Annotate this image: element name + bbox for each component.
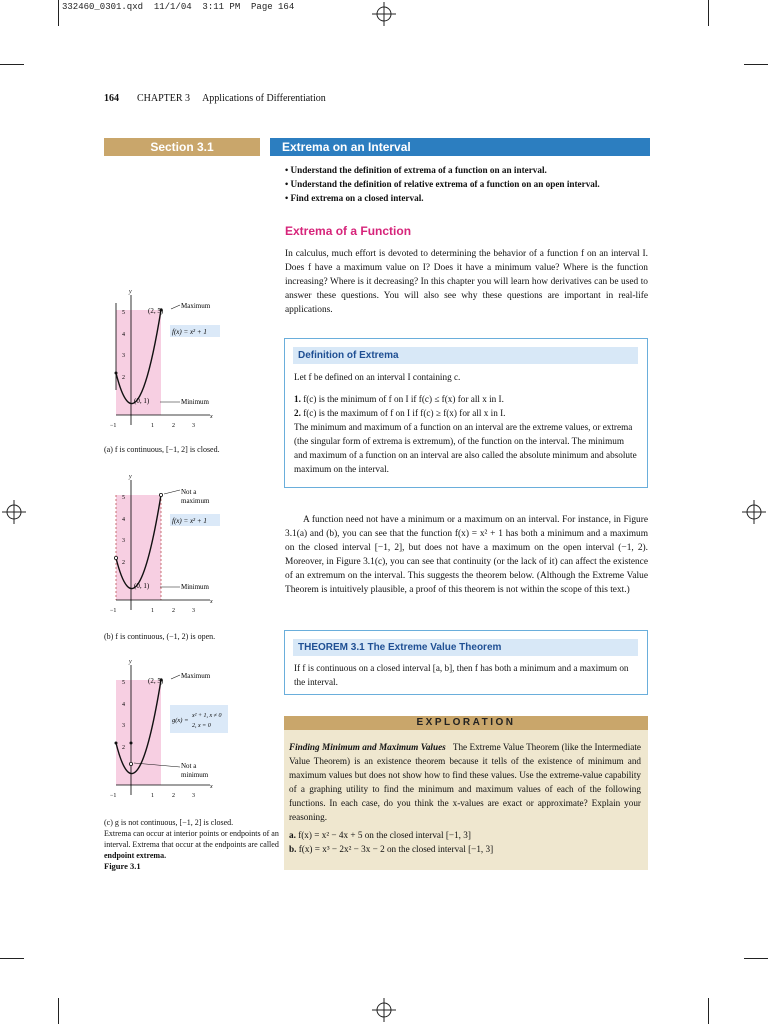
- x-tick-label: 1: [151, 793, 154, 799]
- y-tick-label: 5: [122, 310, 125, 316]
- x-tick-label: 1: [151, 608, 154, 614]
- objective-item: • Find extrema on a closed interval.: [285, 191, 655, 205]
- y-axis-label: y: [129, 659, 132, 665]
- chapter-label: CHAPTER 3: [137, 93, 191, 104]
- objectives-list: [285, 163, 655, 205]
- function-label: f(x) = x² + 1: [172, 328, 207, 336]
- x-tick-label: −1: [110, 423, 117, 429]
- figure-c-caption: (c) g is not continuous, [−1, 2] is closed. Extrema can occur at interior points or endpoints of an interval. Extrema that occur at the endpoints are called endpoint extrema. Figure 3.1: [104, 818, 279, 871]
- y-tick-label: 3: [122, 538, 125, 544]
- exploration-text: The Extreme Value Theorem (like the Intermediate Value Theorem) is an existence theorem because it tells of the existence of minimum and maximum values but does not show how to find these values. Use the extreme-value capability of a graphing utility to find the minimum and maximum values of each of the following functions. In each case, do you think the x-values are exact or approximate? Explain your reasoning.: [289, 742, 641, 822]
- x-tick-label: −1: [110, 793, 117, 799]
- y-tick-label: 4: [122, 332, 125, 338]
- subsection-heading: Extrema of a Function: [285, 224, 412, 238]
- x-tick-label: 2: [172, 793, 175, 799]
- registration-mark-icon: [742, 500, 766, 524]
- max-label: Maximum: [181, 672, 211, 680]
- max-point-label: (2, 5): [148, 307, 164, 315]
- x-tick-label: 2: [172, 608, 175, 614]
- y-tick-label: 5: [122, 495, 125, 501]
- y-tick-label: 3: [122, 353, 125, 359]
- min-point-label: (0, 1): [134, 582, 150, 590]
- not-max-label: Not a: [181, 488, 197, 496]
- crop-mark: [0, 64, 24, 65]
- min-point-label: (0, 1): [134, 397, 150, 405]
- crop-mark: [744, 64, 768, 65]
- y-tick-label: 2: [122, 745, 125, 751]
- registration-mark-icon: [372, 998, 396, 1022]
- slug-line: 332460_0301.qxd 11/1/04 3:11 PM Page 164: [62, 2, 295, 12]
- isolated-point: [130, 742, 133, 745]
- not-max-label: maximum: [181, 497, 210, 505]
- not-min-label: Not a: [181, 762, 197, 770]
- y-tick-label: 2: [122, 560, 125, 566]
- crop-mark: [0, 958, 24, 959]
- exploration-lead: Finding Minimum and Maximum Values: [289, 742, 446, 752]
- registration-mark-icon: [2, 500, 26, 524]
- definition-box: [284, 338, 648, 488]
- body-paragraph: A function need not have a minimum or a maximum on an interval. For instance, in Figure 3.1(a) and (b), you can see that the function f(x) = x² + 1 has both a minimum and a maximum on the closed interval [−1, 2], but does not have a maximum on the open interval (−1, 2). Moreover, in Figure 3.1(c), you can see that continuity (or the lack of it) can affect the existence of an extremum on the interval. This suggests the theorem below. (Although the Extreme Value Theorem is intuitively plausible, a proof of this theorem is not within the scope of this text.): [285, 515, 648, 595]
- definition-lead: Let f be defined on an interval I containing c.: [294, 372, 461, 382]
- exploration-item-b: b. f(x) = x³ − 2x² − 3x − 2 on the closed interval [−1, 3]: [289, 844, 494, 854]
- y-axis-label: y: [129, 289, 132, 295]
- function-label: f(x) = x² + 1: [172, 517, 207, 525]
- definition-item-1: 1. f(c) is the minimum of f on I if f(c) ≤ f(x) for all x in I.: [294, 394, 504, 404]
- crop-mark: [744, 958, 768, 959]
- registration-mark-icon: [372, 2, 396, 26]
- y-tick-label: 4: [122, 702, 125, 708]
- max-point-label: (2, 5): [148, 677, 164, 685]
- running-head: [104, 93, 326, 104]
- y-tick-label: 5: [122, 680, 125, 686]
- not-min-label: minimum: [181, 771, 209, 779]
- x-axis-label: x: [210, 784, 213, 790]
- objective-item: • Understand the definition of extrema of a function on an interval.: [285, 163, 655, 177]
- x-tick-label: 1: [151, 423, 154, 429]
- function-piece: x² + 1, x ≠ 0: [192, 713, 222, 719]
- x-tick-label: −1: [110, 608, 117, 614]
- objective-item: • Understand the definition of relative extrema of a function on an open interval.: [285, 177, 655, 191]
- theorem-title: THEOREM 3.1 The Extreme Value Theorem: [293, 639, 638, 656]
- exploration-item-a: a. f(x) = x² − 4x + 5 on the closed interval [−1, 3]: [289, 830, 471, 840]
- exploration-box: [284, 716, 648, 870]
- function-piece: 2, x = 0: [192, 723, 211, 729]
- section-number: Section 3.1: [104, 138, 260, 156]
- figure-c-graph: [100, 655, 240, 805]
- crop-mark: [708, 0, 709, 26]
- hole-point: [129, 762, 132, 765]
- figure-b-caption: (b) f is continuous, (−1, 2) is open.: [104, 632, 216, 641]
- min-label: Minimum: [181, 398, 210, 406]
- page-number: 164: [104, 93, 119, 104]
- min-label: Minimum: [181, 583, 210, 591]
- section-title: Extrema on an Interval: [270, 138, 650, 156]
- exploration-title: EXPLORATION: [284, 716, 648, 730]
- y-axis-label: y: [129, 474, 132, 480]
- y-tick-label: 2: [122, 375, 125, 381]
- y-tick-label: 4: [122, 517, 125, 523]
- figure-a-caption: (a) f is continuous, [−1, 2] is closed.: [104, 445, 220, 454]
- figure-b-graph: [100, 470, 240, 620]
- chapter-title: Applications of Differentiation: [202, 93, 326, 104]
- x-axis-label: x: [210, 599, 213, 605]
- crop-mark: [58, 998, 59, 1024]
- theorem-box: [284, 630, 648, 695]
- x-axis-label: x: [210, 414, 213, 420]
- x-tick-label: 3: [192, 793, 195, 799]
- max-label: Maximum: [181, 302, 211, 310]
- figure-a-graph: [100, 285, 240, 435]
- x-tick-label: 2: [172, 423, 175, 429]
- figure-label: Figure 3.1: [104, 861, 141, 871]
- x-tick-label: 3: [192, 423, 195, 429]
- crop-mark: [58, 0, 59, 26]
- crop-mark: [708, 998, 709, 1024]
- theorem-statement: If f is continuous on a closed interval [a, b], then f has both a minimum and a maximum on the interval.: [294, 663, 629, 687]
- intro-paragraph: In calculus, much effort is devoted to determining the behavior of a function f on an interval I. Does f have a maximum value on I? Does it have a minimum value? Where is the function increasing? Where is it decreasing? In this chapter you will learn how derivatives can be used to answer these questions. You will also see why these questions are important in real-life applications.: [285, 249, 648, 315]
- function-name: g(x) =: [172, 717, 189, 724]
- y-tick-label: 3: [122, 723, 125, 729]
- definition-note: The minimum and maximum of a function on an interval are the extreme values, or extrema (the singular form of extrema is extremum), of the function on the interval. The minimum and maximum of a function on an interval are also called the absolute minimum and absolute maximum on the interval.: [294, 422, 637, 474]
- definition-title: Definition of Extrema: [293, 347, 638, 364]
- x-tick-label: 3: [192, 608, 195, 614]
- definition-item-2: 2. f(c) is the maximum of f on I if f(c) ≥ f(x) for all x in I.: [294, 408, 506, 418]
